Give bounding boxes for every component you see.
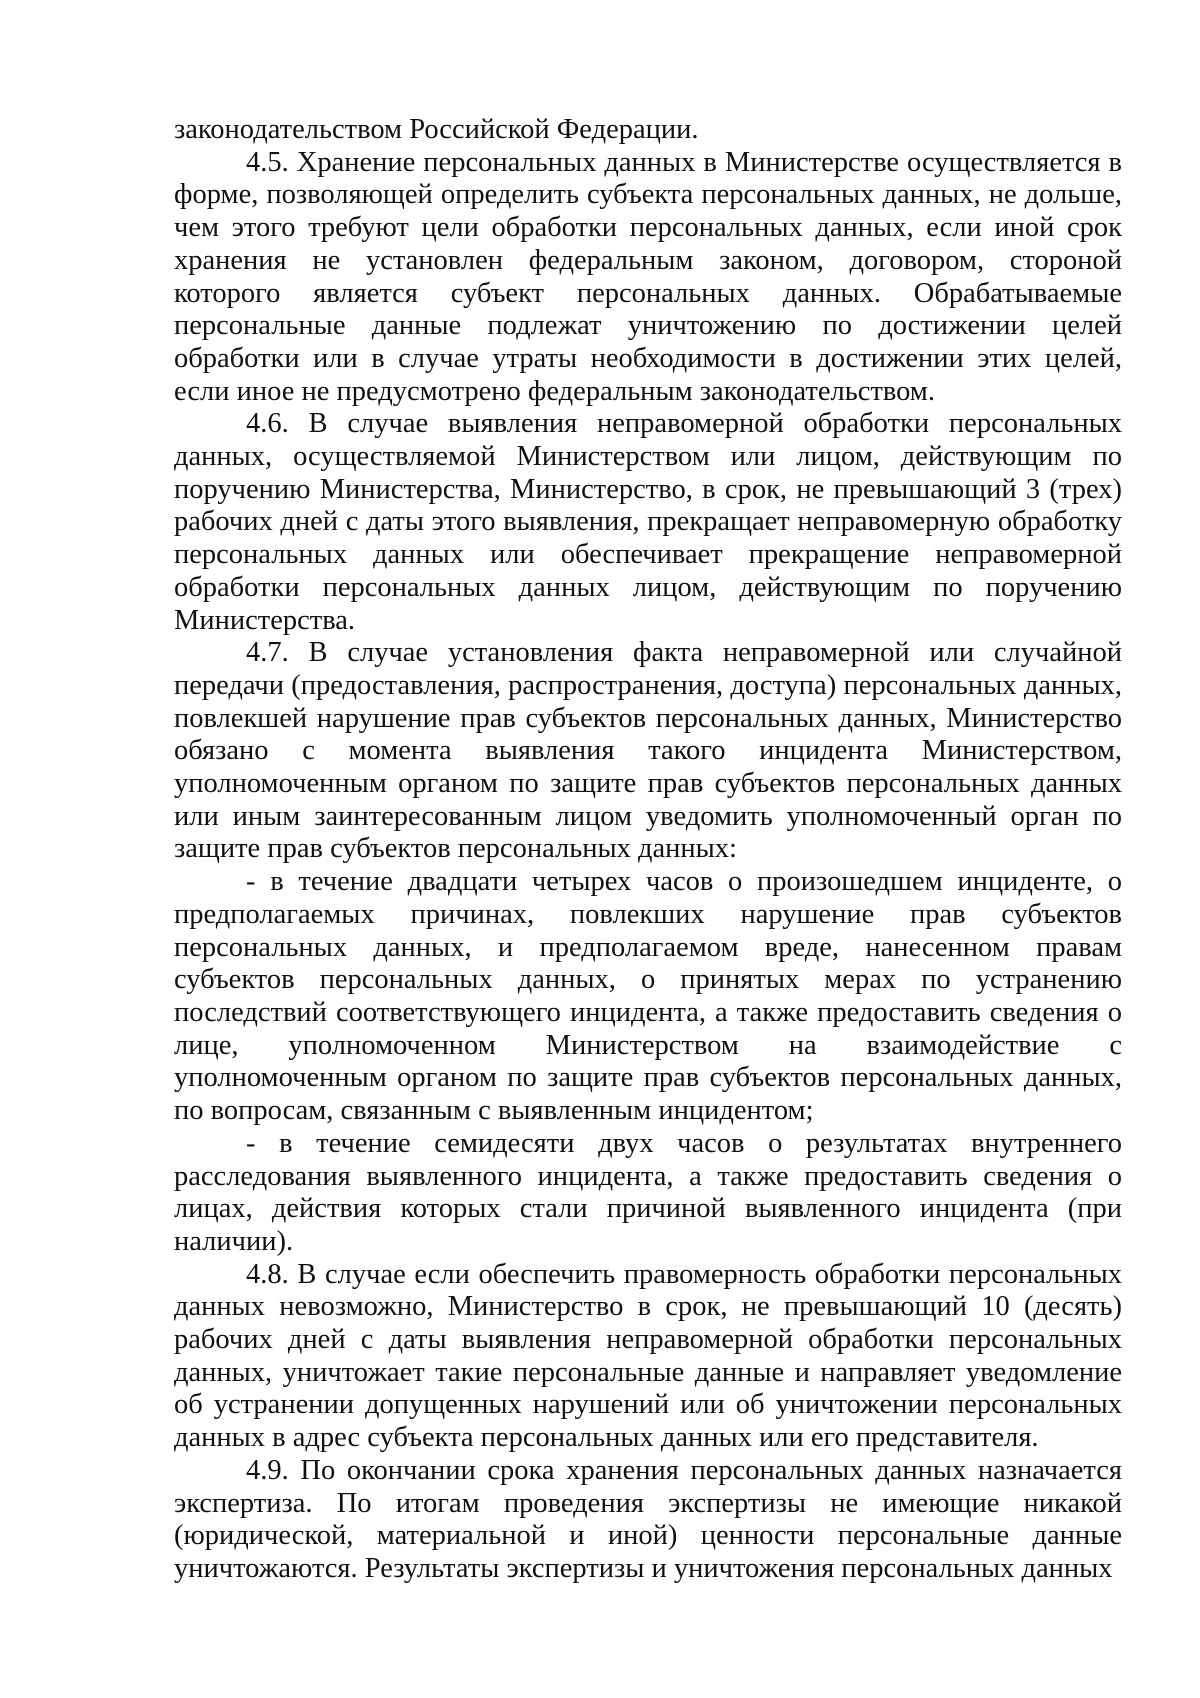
document-body <box>174 114 1122 1586</box>
paragraph-4-8: 4.8. В случае если обеспечить правомерность обработки персональных данных невозможно, Министерство в срок, не превышающий 10 (десять) рабочих дней с даты выявления неправомерной обработки персональных данных, уничтожает такие персональные данные и направляет уведомление об устранении допущенных нарушений или об уничтожении персональных данных в адрес субъекта персональных данных или его представителя. <box>174 1258 1122 1454</box>
paragraph-4-5: 4.5. Хранение персональных данных в Министерстве осуществляется в форме, позволяющей определить субъекта персональных данных, не дольше, чем этого требуют цели обработки персональных данных, если иной срок хранения не установлен федеральным законом, договором, стороной которого является субъект персональных данных. Обрабатываемые персональные данные подлежат уничтожению по достижении целей обработки или в случае утраты необходимости в достижении этих целей, если иное не предусмотрено федеральным законодательством. <box>174 146 1122 407</box>
paragraph-4-7: 4.7. В случае установления факта неправомерной или случайной передачи (предоставления, распространения, доступа) персональных данных, повлекшей нарушение прав субъектов персональных данных, Министерство обязано с момента выявления такого инцидента Министерством, уполномоченным органом по защите прав субъектов персональных данных или иным заинтересованным лицом уведомить уполномоченный орган по защите прав субъектов персональных данных: <box>174 637 1122 865</box>
list-item-72-hours: - в течение семидесяти двух часов о результатах внутреннего расследования выявленного инцидента, а также предоставить сведения о лицах, действия которых стали причиной выявленного инцидента (при наличии). <box>174 1127 1122 1257</box>
list-item-24-hours: - в течение двадцати четырех часов о произошедшем инциденте, о предполагаемых причинах, повлекших нарушение прав субъектов персональных данных, и предполагаемом вреде, нанесенном правам субъектов персональных данных, о принятых мерах по устранению последствий соответствующего инцидента, а также предоставить сведения о лице, уполномоченном Министерством на взаимодействие с уполномоченным органом по защите прав субъектов персональных данных, по вопросам, связанным с выявленным инцидентом; <box>174 866 1122 1127</box>
paragraph-continuation: законодательством Российской Федерации. <box>174 114 699 145</box>
paragraph-4-9: 4.9. По окончании срока хранения персональных данных назначается экспертиза. По итогам проведения экспертизы не имеющие никакой (юридической, материальной и иной) ценности персональные данные уничтожаются. Результаты экспертизы и уничтожения персональных данных <box>174 1454 1122 1584</box>
paragraph-4-6: 4.6. В случае выявления неправомерной обработки персональных данных, осуществляемой Министерством или лицом, действующим по поручению Министерства, Министерство, в срок, не превышающий 3 (трех) рабочих дней с даты этого выявления, прекращает неправомерную обработку персональных данных или обеспечивает прекращение неправомерной обработки персональных данных лицом, действующим по поручению Министерства. <box>174 408 1122 636</box>
